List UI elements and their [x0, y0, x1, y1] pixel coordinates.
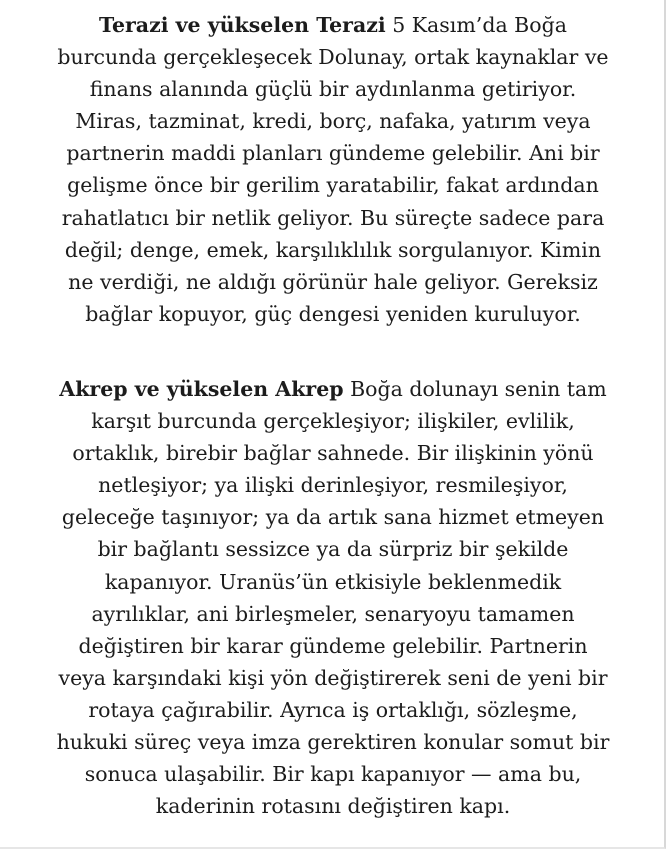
text-line: değil; denge, emek, karşılıklılık sorgulanıyor. Kimin [64, 237, 602, 262]
text-line: netleşiyor; ya ilişki derinleşiyor, resmileşiyor, [98, 473, 568, 498]
text-line: burcunda gerçekleşecek Dolunay, ortak kaynaklar ve [57, 45, 609, 70]
text-line: Miras, tazminat, kredi, borç, nafaka, yatırım veya [75, 109, 591, 134]
text-line: karşıt burcunda gerçekleşiyor; ilişkiler, evlilik, [91, 409, 575, 434]
text-run: 5 Kasım’da Boğa [385, 13, 567, 37]
text-line: rotaya çağırabilir. Ayrıca iş ortaklığı, sözleşme, [88, 697, 578, 722]
text-line: kaderinin rotasını değiştiren kapı. [155, 794, 511, 819]
text-line [6, 9, 660, 41]
text-line: rahatlatıcı bir netlik geliyor. Bu süreçte sadece para [61, 205, 605, 230]
text-line: bağlar kopuyor, güç dengesi yeniden kuruluyor. [85, 301, 581, 326]
text-line: ne verdiği, ne aldığı görünür hale geliyor. Gereksiz [68, 269, 598, 294]
text-line: değiştiren bir karar gündeme gelebilir. Partnerin [78, 633, 588, 658]
text-line: finans alanında güçlü bir aydınlanma getiriyor. [89, 77, 577, 102]
text-line: ayrılıklar, ani birleşmeler, senaryoyu tamamen [91, 601, 575, 626]
text-line: bir bağlantı sessizce ya da sürpriz bir şekilde [97, 537, 569, 562]
text-line: ortaklık, birebir bağlar sahnede. Bir ilişkinin yönü [72, 441, 594, 466]
text-line: gelişme önce bir gerilim yaratabilir, fakat ardından [67, 173, 599, 198]
section-heading: Akrep ve yükselen Akrep [59, 377, 344, 401]
text-line: sonuca ulaşabilir. Bir kapı kapanıyor — ama bu, [84, 762, 582, 787]
section-heading: Terazi ve yükselen Terazi [99, 13, 386, 37]
text-line: kapanıyor. Uranüs’ün etkisiyle beklenmedik [104, 569, 562, 594]
text-line: hukuki süreç veya imza gerektiren konular somut bir [56, 730, 610, 755]
text-line: veya karşındaki kişi yön değiştirerek seni de yeni bir [58, 665, 608, 690]
text-line [6, 373, 660, 405]
text-line: geleceğe taşınıyor; ya da artık sana hizmet etmeyen [61, 505, 605, 530]
paragraph-terazi [6, 9, 660, 330]
text-line: partnerin maddi planları gündeme gelebilir. Ani bir [66, 141, 600, 166]
text-run: Boğa dolunayı senin tam [343, 377, 607, 401]
paragraph-akrep [6, 373, 660, 822]
